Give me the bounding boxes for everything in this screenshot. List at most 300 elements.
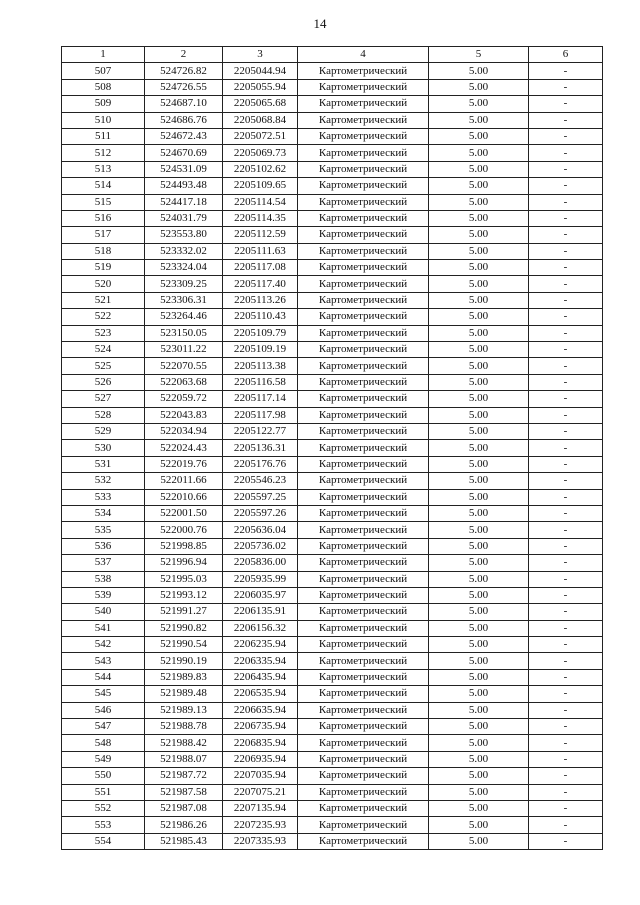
- y-coordinate-cell: 2205112.59: [223, 227, 298, 243]
- x-coordinate-cell: 522011.66: [145, 473, 223, 489]
- description-cell: -: [529, 604, 603, 620]
- accuracy-cell: 5.00: [429, 637, 529, 653]
- method-cell: Картометрический: [298, 620, 429, 636]
- point-number-cell: 522: [62, 309, 145, 325]
- description-cell: -: [529, 587, 603, 603]
- x-coordinate-cell: 521989.13: [145, 702, 223, 718]
- description-cell: -: [529, 210, 603, 226]
- method-cell: Картометрический: [298, 817, 429, 833]
- y-coordinate-cell: 2205102.62: [223, 161, 298, 177]
- table-row: [62, 342, 603, 358]
- method-cell: Картометрический: [298, 227, 429, 243]
- x-coordinate-cell: 521998.85: [145, 538, 223, 554]
- accuracy-cell: 5.00: [429, 161, 529, 177]
- description-cell: -: [529, 719, 603, 735]
- table-row: [62, 210, 603, 226]
- method-cell: Картометрический: [298, 522, 429, 538]
- method-cell: Картометрический: [298, 161, 429, 177]
- table-row: [62, 571, 603, 587]
- accuracy-cell: 5.00: [429, 505, 529, 521]
- table-header-row: [62, 47, 603, 63]
- x-coordinate-cell: 522063.68: [145, 374, 223, 390]
- description-cell: -: [529, 128, 603, 144]
- column-header-accuracy: 5: [429, 47, 529, 63]
- table-row: [62, 768, 603, 784]
- description-cell: -: [529, 374, 603, 390]
- description-cell: -: [529, 276, 603, 292]
- description-cell: -: [529, 784, 603, 800]
- accuracy-cell: 5.00: [429, 555, 529, 571]
- point-number-cell: 541: [62, 620, 145, 636]
- y-coordinate-cell: 2205636.04: [223, 522, 298, 538]
- y-coordinate-cell: 2205068.84: [223, 112, 298, 128]
- x-coordinate-cell: 521990.19: [145, 653, 223, 669]
- table-row: [62, 260, 603, 276]
- point-number-cell: 547: [62, 719, 145, 735]
- point-number-cell: 527: [62, 391, 145, 407]
- x-coordinate-cell: 523011.22: [145, 342, 223, 358]
- accuracy-cell: 5.00: [429, 440, 529, 456]
- y-coordinate-cell: 2205117.98: [223, 407, 298, 423]
- x-coordinate-cell: 523150.05: [145, 325, 223, 341]
- accuracy-cell: 5.00: [429, 817, 529, 833]
- method-cell: Картометрический: [298, 276, 429, 292]
- table-row: [62, 178, 603, 194]
- table-row: [62, 145, 603, 161]
- x-coordinate-cell: 521996.94: [145, 555, 223, 571]
- point-number-cell: 521: [62, 292, 145, 308]
- method-cell: Картометрический: [298, 768, 429, 784]
- method-cell: Картометрический: [298, 751, 429, 767]
- point-number-cell: 552: [62, 800, 145, 816]
- point-number-cell: 511: [62, 128, 145, 144]
- coordinates-table: [61, 46, 603, 850]
- y-coordinate-cell: 2207075.21: [223, 784, 298, 800]
- x-coordinate-cell: 524670.69: [145, 145, 223, 161]
- accuracy-cell: 5.00: [429, 63, 529, 79]
- accuracy-cell: 5.00: [429, 456, 529, 472]
- y-coordinate-cell: 2205546.23: [223, 473, 298, 489]
- accuracy-cell: 5.00: [429, 194, 529, 210]
- y-coordinate-cell: 2207135.94: [223, 800, 298, 816]
- method-cell: Картометрический: [298, 604, 429, 620]
- accuracy-cell: 5.00: [429, 620, 529, 636]
- x-coordinate-cell: 521989.48: [145, 686, 223, 702]
- accuracy-cell: 5.00: [429, 784, 529, 800]
- accuracy-cell: 5.00: [429, 669, 529, 685]
- method-cell: Картометрический: [298, 653, 429, 669]
- accuracy-cell: 5.00: [429, 686, 529, 702]
- point-number-cell: 550: [62, 768, 145, 784]
- x-coordinate-cell: 521995.03: [145, 571, 223, 587]
- x-coordinate-cell: 524493.48: [145, 178, 223, 194]
- x-coordinate-cell: 524726.82: [145, 63, 223, 79]
- x-coordinate-cell: 522001.50: [145, 505, 223, 521]
- point-number-cell: 532: [62, 473, 145, 489]
- method-cell: Картометрический: [298, 669, 429, 685]
- accuracy-cell: 5.00: [429, 538, 529, 554]
- x-coordinate-cell: 523306.31: [145, 292, 223, 308]
- y-coordinate-cell: 2205111.63: [223, 243, 298, 259]
- y-coordinate-cell: 2205176.76: [223, 456, 298, 472]
- accuracy-cell: 5.00: [429, 702, 529, 718]
- table-row: [62, 128, 603, 144]
- x-coordinate-cell: 523324.04: [145, 260, 223, 276]
- description-cell: -: [529, 194, 603, 210]
- description-cell: -: [529, 800, 603, 816]
- y-coordinate-cell: 2206735.94: [223, 719, 298, 735]
- point-number-cell: 542: [62, 637, 145, 653]
- accuracy-cell: 5.00: [429, 178, 529, 194]
- point-number-cell: 515: [62, 194, 145, 210]
- description-cell: -: [529, 833, 603, 849]
- description-cell: -: [529, 423, 603, 439]
- y-coordinate-cell: 2206935.94: [223, 751, 298, 767]
- accuracy-cell: 5.00: [429, 374, 529, 390]
- table-row: [62, 227, 603, 243]
- method-cell: Картометрический: [298, 800, 429, 816]
- y-coordinate-cell: 2205113.26: [223, 292, 298, 308]
- description-cell: -: [529, 260, 603, 276]
- accuracy-cell: 5.00: [429, 292, 529, 308]
- point-number-cell: 544: [62, 669, 145, 685]
- column-header-x: 2: [145, 47, 223, 63]
- method-cell: Картометрический: [298, 833, 429, 849]
- description-cell: -: [529, 292, 603, 308]
- y-coordinate-cell: 2205110.43: [223, 309, 298, 325]
- description-cell: -: [529, 178, 603, 194]
- method-cell: Картометрический: [298, 473, 429, 489]
- accuracy-cell: 5.00: [429, 112, 529, 128]
- table-row: [62, 243, 603, 259]
- accuracy-cell: 5.00: [429, 800, 529, 816]
- accuracy-cell: 5.00: [429, 604, 529, 620]
- method-cell: Картометрический: [298, 260, 429, 276]
- method-cell: Картометрический: [298, 505, 429, 521]
- y-coordinate-cell: 2207235.93: [223, 817, 298, 833]
- description-cell: -: [529, 768, 603, 784]
- method-cell: Картометрический: [298, 194, 429, 210]
- table-row: [62, 161, 603, 177]
- method-cell: Картометрический: [298, 325, 429, 341]
- x-coordinate-cell: 522000.76: [145, 522, 223, 538]
- point-number-cell: 525: [62, 358, 145, 374]
- x-coordinate-cell: 521988.42: [145, 735, 223, 751]
- point-number-cell: 512: [62, 145, 145, 161]
- accuracy-cell: 5.00: [429, 407, 529, 423]
- description-cell: -: [529, 63, 603, 79]
- y-coordinate-cell: 2205114.35: [223, 210, 298, 226]
- x-coordinate-cell: 522059.72: [145, 391, 223, 407]
- table-row: [62, 620, 603, 636]
- point-number-cell: 536: [62, 538, 145, 554]
- method-cell: Картометрический: [298, 112, 429, 128]
- x-coordinate-cell: 521987.72: [145, 768, 223, 784]
- y-coordinate-cell: 2205122.77: [223, 423, 298, 439]
- method-cell: Картометрический: [298, 719, 429, 735]
- x-coordinate-cell: 522010.66: [145, 489, 223, 505]
- point-number-cell: 523: [62, 325, 145, 341]
- description-cell: -: [529, 538, 603, 554]
- method-cell: Картометрический: [298, 587, 429, 603]
- y-coordinate-cell: 2205113.38: [223, 358, 298, 374]
- point-number-cell: 549: [62, 751, 145, 767]
- description-cell: -: [529, 407, 603, 423]
- point-number-cell: 519: [62, 260, 145, 276]
- y-coordinate-cell: 2206435.94: [223, 669, 298, 685]
- description-cell: -: [529, 522, 603, 538]
- table-row: [62, 784, 603, 800]
- y-coordinate-cell: 2205117.14: [223, 391, 298, 407]
- x-coordinate-cell: 522043.83: [145, 407, 223, 423]
- y-coordinate-cell: 2205055.94: [223, 79, 298, 95]
- y-coordinate-cell: 2206535.94: [223, 686, 298, 702]
- description-cell: -: [529, 505, 603, 521]
- method-cell: Картометрический: [298, 374, 429, 390]
- column-header-description: 6: [529, 47, 603, 63]
- table-row: [62, 63, 603, 79]
- description-cell: -: [529, 145, 603, 161]
- method-cell: Картометрический: [298, 637, 429, 653]
- point-number-cell: 553: [62, 817, 145, 833]
- column-header-point-number: 1: [62, 47, 145, 63]
- x-coordinate-cell: 524417.18: [145, 194, 223, 210]
- x-coordinate-cell: 523553.80: [145, 227, 223, 243]
- description-cell: -: [529, 817, 603, 833]
- table-row: [62, 292, 603, 308]
- description-cell: -: [529, 686, 603, 702]
- method-cell: Картометрический: [298, 440, 429, 456]
- y-coordinate-cell: 2205117.40: [223, 276, 298, 292]
- y-coordinate-cell: 2205065.68: [223, 96, 298, 112]
- description-cell: -: [529, 555, 603, 571]
- method-cell: Картометрический: [298, 358, 429, 374]
- point-number-cell: 510: [62, 112, 145, 128]
- y-coordinate-cell: 2205044.94: [223, 63, 298, 79]
- method-cell: Картометрический: [298, 735, 429, 751]
- accuracy-cell: 5.00: [429, 833, 529, 849]
- table-row: [62, 194, 603, 210]
- table-row: [62, 800, 603, 816]
- accuracy-cell: 5.00: [429, 210, 529, 226]
- x-coordinate-cell: 521989.83: [145, 669, 223, 685]
- point-number-cell: 508: [62, 79, 145, 95]
- point-number-cell: 518: [62, 243, 145, 259]
- point-number-cell: 514: [62, 178, 145, 194]
- description-cell: -: [529, 227, 603, 243]
- y-coordinate-cell: 2206135.91: [223, 604, 298, 620]
- y-coordinate-cell: 2207035.94: [223, 768, 298, 784]
- x-coordinate-cell: 521987.08: [145, 800, 223, 816]
- description-cell: -: [529, 669, 603, 685]
- y-coordinate-cell: 2205836.00: [223, 555, 298, 571]
- x-coordinate-cell: 524686.76: [145, 112, 223, 128]
- y-coordinate-cell: 2206835.94: [223, 735, 298, 751]
- point-number-cell: 526: [62, 374, 145, 390]
- description-cell: -: [529, 702, 603, 718]
- x-coordinate-cell: 524726.55: [145, 79, 223, 95]
- accuracy-cell: 5.00: [429, 719, 529, 735]
- table-row: [62, 358, 603, 374]
- point-number-cell: 531: [62, 456, 145, 472]
- x-coordinate-cell: 521986.26: [145, 817, 223, 833]
- table-row: [62, 555, 603, 571]
- point-number-cell: 530: [62, 440, 145, 456]
- x-coordinate-cell: 521988.07: [145, 751, 223, 767]
- accuracy-cell: 5.00: [429, 522, 529, 538]
- x-coordinate-cell: 521985.43: [145, 833, 223, 849]
- y-coordinate-cell: 2205109.65: [223, 178, 298, 194]
- method-cell: Картометрический: [298, 79, 429, 95]
- method-cell: Картометрический: [298, 555, 429, 571]
- table-row: [62, 604, 603, 620]
- table-row: [62, 751, 603, 767]
- point-number-cell: 528: [62, 407, 145, 423]
- description-cell: -: [529, 735, 603, 751]
- table-row: [62, 440, 603, 456]
- y-coordinate-cell: 2205114.54: [223, 194, 298, 210]
- point-number-cell: 545: [62, 686, 145, 702]
- description-cell: -: [529, 112, 603, 128]
- page-number: 14: [313, 16, 327, 31]
- accuracy-cell: 5.00: [429, 571, 529, 587]
- description-cell: -: [529, 391, 603, 407]
- method-cell: Картометрический: [298, 63, 429, 79]
- y-coordinate-cell: 2205736.02: [223, 538, 298, 554]
- y-coordinate-cell: 2206335.94: [223, 653, 298, 669]
- accuracy-cell: 5.00: [429, 325, 529, 341]
- accuracy-cell: 5.00: [429, 227, 529, 243]
- accuracy-cell: 5.00: [429, 79, 529, 95]
- method-cell: Картометрический: [298, 391, 429, 407]
- description-cell: -: [529, 620, 603, 636]
- table-row: [62, 423, 603, 439]
- accuracy-cell: 5.00: [429, 96, 529, 112]
- x-coordinate-cell: 522034.94: [145, 423, 223, 439]
- column-header-y: 3: [223, 47, 298, 63]
- table-row: [62, 276, 603, 292]
- x-coordinate-cell: 521987.58: [145, 784, 223, 800]
- x-coordinate-cell: 523309.25: [145, 276, 223, 292]
- accuracy-cell: 5.00: [429, 751, 529, 767]
- point-number-cell: 517: [62, 227, 145, 243]
- method-cell: Картометрический: [298, 456, 429, 472]
- x-coordinate-cell: 521988.78: [145, 719, 223, 735]
- table-row: [62, 309, 603, 325]
- x-coordinate-cell: 524672.43: [145, 128, 223, 144]
- point-number-cell: 533: [62, 489, 145, 505]
- method-cell: Картометрический: [298, 342, 429, 358]
- method-cell: Картометрический: [298, 702, 429, 718]
- method-cell: Картометрический: [298, 96, 429, 112]
- description-cell: -: [529, 96, 603, 112]
- y-coordinate-cell: 2205597.25: [223, 489, 298, 505]
- accuracy-cell: 5.00: [429, 735, 529, 751]
- method-cell: Картометрический: [298, 686, 429, 702]
- method-cell: Картометрический: [298, 210, 429, 226]
- method-cell: Картометрический: [298, 292, 429, 308]
- table-row: [62, 669, 603, 685]
- y-coordinate-cell: 2206156.32: [223, 620, 298, 636]
- description-cell: -: [529, 456, 603, 472]
- x-coordinate-cell: 524687.10: [145, 96, 223, 112]
- description-cell: -: [529, 309, 603, 325]
- y-coordinate-cell: 2207335.93: [223, 833, 298, 849]
- method-cell: Картометрический: [298, 145, 429, 161]
- point-number-cell: 540: [62, 604, 145, 620]
- point-number-cell: 507: [62, 63, 145, 79]
- table-row: [62, 735, 603, 751]
- y-coordinate-cell: 2205109.19: [223, 342, 298, 358]
- point-number-cell: 513: [62, 161, 145, 177]
- y-coordinate-cell: 2206035.97: [223, 587, 298, 603]
- y-coordinate-cell: 2206235.94: [223, 637, 298, 653]
- x-coordinate-cell: 524531.09: [145, 161, 223, 177]
- table-row: [62, 719, 603, 735]
- point-number-cell: 520: [62, 276, 145, 292]
- point-number-cell: 529: [62, 423, 145, 439]
- accuracy-cell: 5.00: [429, 128, 529, 144]
- accuracy-cell: 5.00: [429, 145, 529, 161]
- point-number-cell: 551: [62, 784, 145, 800]
- point-number-cell: 546: [62, 702, 145, 718]
- description-cell: -: [529, 653, 603, 669]
- y-coordinate-cell: 2205116.58: [223, 374, 298, 390]
- point-number-cell: 516: [62, 210, 145, 226]
- method-cell: Картометрический: [298, 407, 429, 423]
- method-cell: Картометрический: [298, 423, 429, 439]
- method-cell: Картометрический: [298, 784, 429, 800]
- accuracy-cell: 5.00: [429, 309, 529, 325]
- table-row: [62, 112, 603, 128]
- point-number-cell: 535: [62, 522, 145, 538]
- accuracy-cell: 5.00: [429, 473, 529, 489]
- table-row: [62, 391, 603, 407]
- table-row: [62, 817, 603, 833]
- accuracy-cell: 5.00: [429, 423, 529, 439]
- x-coordinate-cell: 521990.54: [145, 637, 223, 653]
- description-cell: -: [529, 440, 603, 456]
- x-coordinate-cell: 522024.43: [145, 440, 223, 456]
- y-coordinate-cell: 2205109.79: [223, 325, 298, 341]
- accuracy-cell: 5.00: [429, 768, 529, 784]
- table-row: [62, 637, 603, 653]
- method-cell: Картометрический: [298, 128, 429, 144]
- accuracy-cell: 5.00: [429, 260, 529, 276]
- description-cell: -: [529, 489, 603, 505]
- y-coordinate-cell: 2205597.26: [223, 505, 298, 521]
- point-number-cell: 534: [62, 505, 145, 521]
- y-coordinate-cell: 2205136.31: [223, 440, 298, 456]
- accuracy-cell: 5.00: [429, 358, 529, 374]
- table-row: [62, 79, 603, 95]
- accuracy-cell: 5.00: [429, 391, 529, 407]
- y-coordinate-cell: 2205935.99: [223, 571, 298, 587]
- table-row: [62, 456, 603, 472]
- point-number-cell: 548: [62, 735, 145, 751]
- table-row: [62, 702, 603, 718]
- table-row: [62, 96, 603, 112]
- column-header-method: 4: [298, 47, 429, 63]
- y-coordinate-cell: 2205072.51: [223, 128, 298, 144]
- table-row: [62, 833, 603, 849]
- x-coordinate-cell: 521990.82: [145, 620, 223, 636]
- description-cell: -: [529, 79, 603, 95]
- point-number-cell: 524: [62, 342, 145, 358]
- method-cell: Картометрический: [298, 489, 429, 505]
- description-cell: -: [529, 342, 603, 358]
- method-cell: Картометрический: [298, 178, 429, 194]
